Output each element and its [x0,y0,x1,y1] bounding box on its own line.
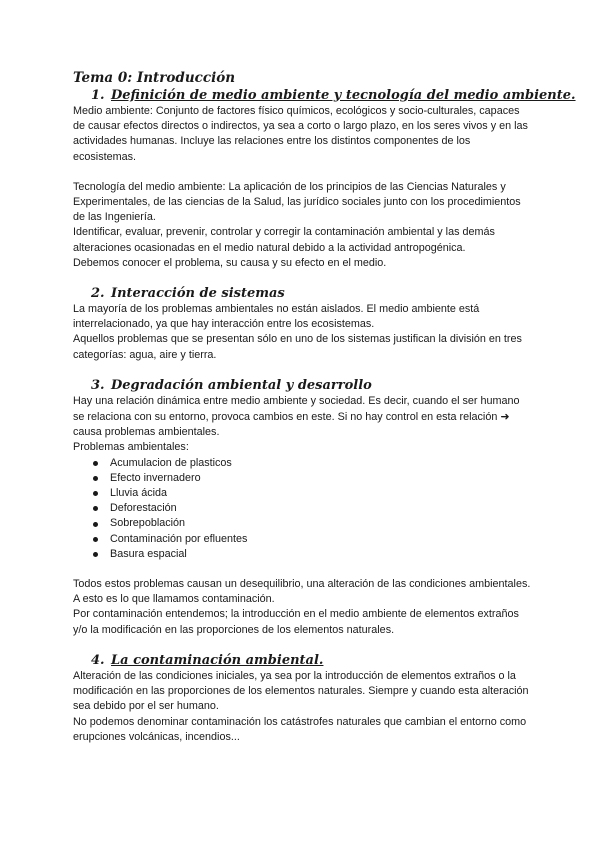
list-item-label: Deforestación [110,502,177,515]
relacion-text: Hay una relación dinámica entre medio ambiente y sociedad. Es decir, cuando el ser humano se relaciona con su entorno, provoca cambios en este. Si no hay control en esta relación [73,394,520,424]
causa-text: causa problemas ambientales. [73,426,220,439]
document-title: Tema 0: Introducción [73,70,236,86]
section-4-heading [73,652,533,669]
list-item [93,486,533,501]
paragraph-desequilibrio: Todos estos problemas causan un desequilibrio, una alteración de las condiciones ambientales. A esto es lo que llamamos contaminación. [73,578,531,606]
problems-label: Problemas ambientales: [73,441,189,454]
section-1-heading [73,87,576,104]
paragraph-relacion-dinamica [73,394,533,441]
paragraph-identificar: Identificar, evaluar, prevenir, controlar y corregir la contaminación ambiental y las demás alteraciones ocasionadas en el medio natural debido a la actividad antropogénica. [73,226,495,254]
section-1-title: Definición de medio ambiente y tecnología del medio ambiente. [111,88,576,103]
section-2-title: Interacción de sistemas [111,286,285,302]
list-item [93,516,533,531]
bullet-icon [93,506,98,511]
paragraph-aquellos: Aquellos problemas que se presentan sólo en uno de los sistemas justifican la división en tres categorías: agua, aire y tierra. [73,333,522,361]
paragraph-medio-ambiente: Medio ambiente: Conjunto de factores físico químicos, ecológicos y socio-culturales, capaces de causar efectos directos o indirectos, ya sea a corto o largo plazo, en los seres vivos y en las actividades humanas. Incluye las relaciones entre los distintos componentes de los ecosistemas. [73,105,528,163]
problems-list [73,456,533,562]
section-3-title: Degradación ambiental y desarrollo [111,377,372,393]
section-1-number: 1. [91,88,105,103]
paragraph-no-podemos: No podemos denominar contaminación los catástrofes naturales que cambian el entorno como erupciones volcánicas, incendios... [73,715,527,743]
list-item-label: Sobrepoblación [110,517,186,530]
list-item-label: Acumulacion de plasticos [110,456,232,469]
paragraph-tecnologia: Tecnología del medio ambiente: La aplicación de los principios de las Ciencias Naturales y Experimentales, de las ciencias de la Salud, las jurídico sociales junto con los procedimientos de las Ingeniería. [73,180,521,224]
list-item [93,501,533,516]
paragraph-por-contaminacion: Por contaminación entendemos; la introducción en el medio ambiente de elementos extraños y/o la modificación en las proporciones de los elementos naturales. [73,608,519,636]
list-item-label: Lluvia ácida [110,487,168,500]
list-item-label: Contaminación por efluentes [110,532,248,545]
document-page [73,70,576,745]
section-4-number: 4. [91,652,105,668]
section-3-number: 3. [91,377,105,393]
bullet-icon [93,491,98,496]
paragraph-alteracion: Alteración de las condiciones iniciales, ya sea por la introducción de elementos extraños o la modificación en las proporciones de los elementos naturales. Siempre y cuando esta alteración sea debido por el ser humano. [73,669,529,713]
paragraph-debemos: Debemos conocer el problema, su causa y su efecto en el medio. [73,256,387,269]
list-item [93,532,533,547]
bullet-icon [93,461,98,466]
bullet-icon [93,552,98,557]
list-item-label: Efecto invernadero [110,471,201,484]
section-4-title: La contaminación ambiental. [111,652,324,668]
bullet-icon [93,522,98,527]
list-item [93,456,533,471]
section-3-heading [73,377,533,394]
section-2-number: 2. [91,286,105,302]
list-item-label: Basura espacial [110,547,187,560]
bullet-icon [93,537,98,542]
paragraph-mayoria: La mayoría de los problemas ambientales no están aislados. El medio ambiente está interrelacionado, ya que hay interacción entre los ecosistemas. [73,303,480,331]
list-item [93,471,533,486]
list-item [93,547,533,562]
bullet-icon [93,476,98,481]
right-arrow-icon: ➜ [500,410,510,424]
section-2-heading [73,285,533,302]
